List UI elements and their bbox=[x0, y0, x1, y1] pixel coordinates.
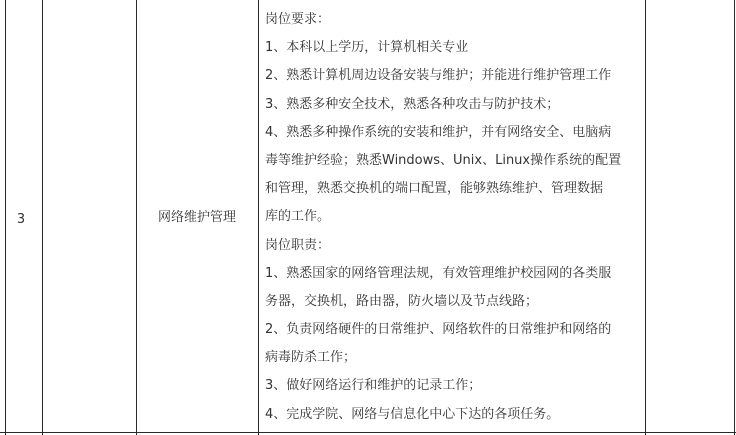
description-line: 岗位职责： bbox=[265, 237, 331, 253]
description-line: 1、熟悉国家的网络管理法规，有效管理维护校园网的各类服 bbox=[265, 265, 612, 281]
description-line: 岗位要求： bbox=[265, 12, 331, 27]
table-border-right bbox=[734, 0, 735, 435]
job-description bbox=[265, 6, 641, 429]
column-divider bbox=[258, 0, 259, 435]
position-title: 网络维护管理 bbox=[157, 210, 236, 225]
column-divider bbox=[645, 0, 646, 435]
description-line: 库的工作。 bbox=[265, 209, 331, 225]
description-line: 病毒防杀工作； bbox=[265, 350, 357, 366]
description-line: 3、熟悉多种安全技术，熟悉各种攻击与防护技术； bbox=[265, 96, 560, 112]
description-line: 1、本科以上学历，计算机相关专业 bbox=[265, 40, 469, 56]
description-line: 和管理，熟悉交换机的端口配置，能够熟练维护、管理数据 bbox=[265, 181, 604, 197]
description-line: 2、熟悉计算机周边设备安装与维护；并能进行维护管理工作 bbox=[265, 68, 612, 84]
row-number: 3 bbox=[16, 212, 26, 227]
row-bottom-border bbox=[0, 432, 736, 433]
description-line: 4、完成学院、网络与信息化中心下达的各项任务。 bbox=[265, 406, 560, 422]
column-divider bbox=[42, 0, 43, 435]
description-line: 4、熟悉多种操作系统的安装和维护，并有网络安全、电脑病 bbox=[265, 124, 612, 140]
description-line: 3、做好网络运行和维护的记录工作； bbox=[265, 378, 482, 394]
description-line: 2、负责网络硬件的日常维护、网络软件的日常维护和网络的 bbox=[265, 322, 612, 338]
description-line: 毒等维护经验；熟悉Windows、Unix、Linux操作系统的配置 bbox=[265, 152, 622, 168]
description-line: 务器，交换机，路由器，防火墙以及节点线路； bbox=[265, 293, 539, 309]
